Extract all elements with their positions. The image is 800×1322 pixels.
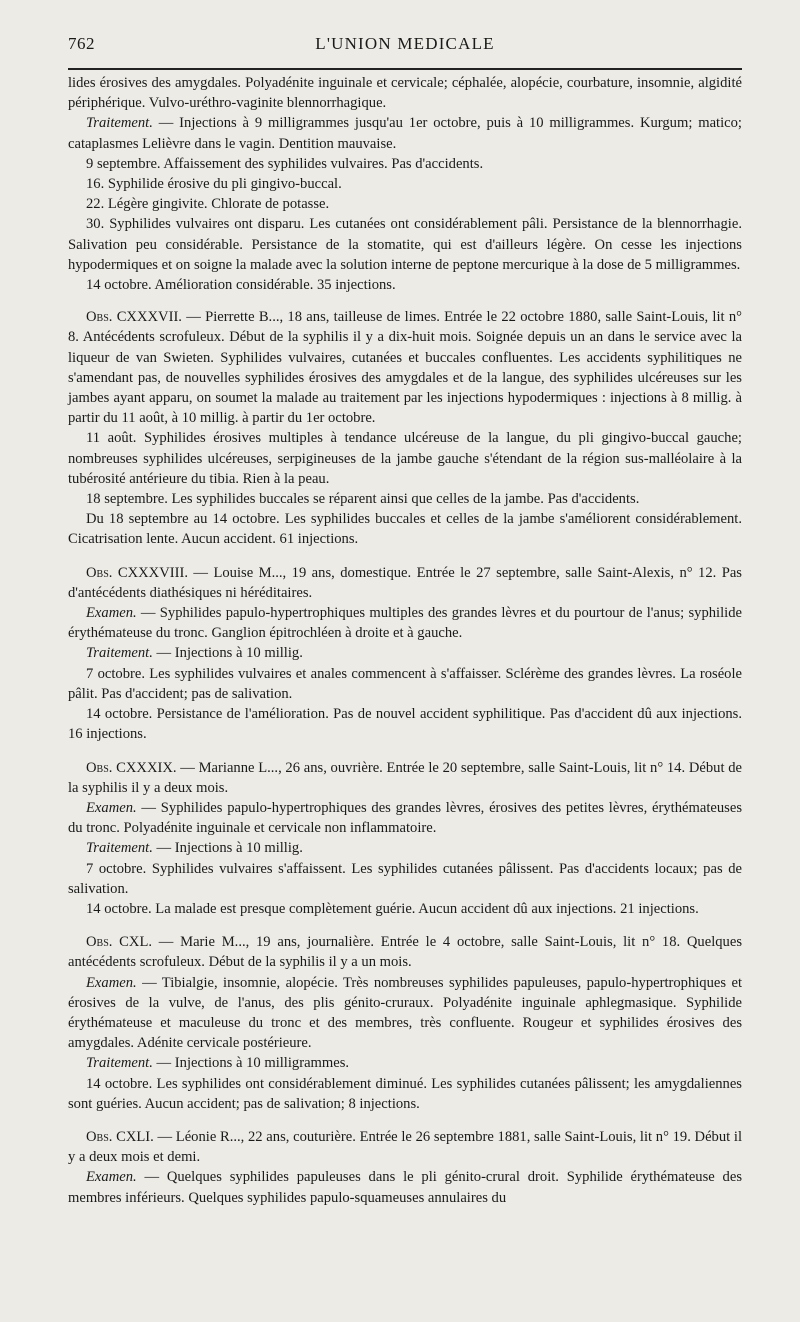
paragraph — [68, 428, 742, 489]
paragraph-text: 9 septembre. Affaissement des syphilides vulvaires. Pas d'accidents. — [86, 155, 484, 172]
observation-heading-paragraph — [68, 758, 742, 798]
paragraph-text: — Syphilides papulo-hypertrophiques des grandes lèvres, érosives des petites lèvres, érythémateuses du tronc. Polyadénite inguinale et cervicale non inflammatoire. — [68, 799, 742, 837]
page-header — [68, 32, 742, 62]
section-label: Examen. — [86, 1169, 137, 1186]
paragraph-text: 16. Syphilide érosive du pli gingivo-buccal. — [86, 176, 342, 193]
header-rule — [68, 68, 742, 70]
labeled-paragraph — [68, 603, 742, 643]
paragraph-text: 30. Syphilides vulvaires ont disparu. Les cutanées ont considérablement pâli. Persistance de la blennorrhagie. Salivation peu considérable. Persistance de la stomatite, qui est d'ailleurs légère. On cesse les injections hypodermiques et on soigne la malade avec la solution interne de peptone mercurique à la dose de 5 milligrammes. — [68, 216, 742, 273]
paragraph-text: 14 octobre. Amélioration considérable. 35 injections. — [86, 277, 396, 294]
paragraph-text: — Marianne L..., 26 ans, ouvrière. Entrée le 20 septembre, salle Saint-Louis, lit n° 14. Début de la syphilis il y a deux mois. — [68, 759, 743, 796]
body-text — [68, 73, 742, 1208]
paragraph-text: 14 octobre. Persistance de l'amélioration. Pas de nouvel accident syphilitique. Pas d'accident dû aux injections. 16 injections. — [68, 706, 742, 743]
observation-id: Obs. CXXXVIII. — [86, 564, 188, 581]
paragraph — [68, 275, 742, 295]
paragraph — [68, 489, 742, 509]
labeled-paragraph — [68, 838, 742, 858]
continuation-paragraph — [68, 73, 742, 113]
paragraph-text: — Injections à 10 millig. — [152, 840, 303, 857]
paragraph-text: — Injections à 10 milligrammes. — [152, 1055, 350, 1072]
paragraph — [68, 214, 742, 275]
labeled-paragraph — [68, 1053, 742, 1073]
paragraph — [68, 664, 742, 704]
paragraph — [68, 704, 742, 744]
running-title: L'UNION MEDICALE — [315, 34, 495, 53]
paragraph-text: — Marie M..., 19 ans, journalière. Entrée le 4 octobre, salle Saint-Louis, lit n° 18. Quelques antécédents scrofuleux. Début de la syphilis il y a un mois. — [68, 934, 743, 971]
section-label: Traitement. — [86, 840, 153, 857]
observation-id: Obs. CXL. — [86, 934, 153, 951]
paragraph-text: 14 octobre. Les syphilides ont considérablement diminué. Les syphilides cutanées pâlissent; les amygdaliennes sont guéries. Aucun accident; pas de salivation; 8 injections. — [68, 1075, 742, 1112]
observation-id: Obs. CXXXIX. — [86, 759, 177, 776]
observation-id: Obs. CXLI. — [86, 1128, 154, 1145]
observation-heading-paragraph — [68, 563, 742, 603]
section-label: Traitement. — [86, 115, 153, 132]
paragraph — [68, 154, 742, 174]
section-label: Traitement. — [86, 645, 153, 662]
paragraph — [68, 859, 742, 899]
paragraph-text: 7 octobre. Syphilides vulvaires s'affaissent. Les syphilides cutanées pâlissent. Pas d'accidents locaux; pas de salivation. — [68, 860, 742, 897]
observation-heading-paragraph — [68, 307, 742, 428]
paragraph-text: — Quelques syphilides papuleuses dans le pli génito-crural droit. Syphilide érythémateuse des membres inférieurs. Quelques syphilides papulo-squameuses annulaires du — [68, 1169, 742, 1206]
paragraph-text: — Pierrette B..., 18 ans, tailleuse de limes. Entrée le 22 octobre 1880, salle Saint-Louis, lit n° 8. Antécédents scrofuleux. Début de la syphilis il y a dix-huit mois. Soignée depuis un an dans le service avec la liqueur de van Swieten. Syphilides vulvaires, cutanées et buccales confluentes. Les accidents syphilitiques ne s'amendant pas, de nouvelles syphilides érosives des amygdales et de la langue, des syphilides ulcéreuses sur les jambes ayant apparu, on soumet la malade au traitement par les injections hypodermiques : injections à 8 millig. à partir du 11 août, à 10 millig. à partir du 1er octobre. — [68, 309, 742, 427]
labeled-paragraph — [68, 798, 742, 838]
labeled-paragraph — [68, 113, 742, 153]
paragraph-text: lides érosives des amygdales. Polyadénite inguinale et cervicale; céphalée, alopécie, courbature, insomnie, algidité périphérique. Vulvo-uréthro-vaginite blennorrhagique. — [68, 75, 742, 112]
paragraph-text: 14 octobre. La malade est presque complètement guérie. Aucun accident dû aux injections. 21 injections. — [86, 900, 699, 917]
paragraph-text: — Injections à 10 millig. — [152, 645, 303, 662]
section-label: Examen. — [86, 974, 137, 991]
paragraph-text: — Louise M..., 19 ans, domestique. Entrée le 27 septembre, salle Saint-Alexis, n° 12. Pas d'antécédents diathésiques ni héréditaires. — [68, 564, 742, 601]
paragraph-text: — Syphilides papulo-hypertrophiques multiples des grandes lèvres et du pourtour de l'anus; syphilide érythémateuse du tronc. Ganglion épitrochléen à droite et à gauche. — [68, 605, 742, 642]
observation-heading-paragraph — [68, 932, 742, 972]
paragraph-text: — Léonie R..., 22 ans, couturière. Entrée le 26 septembre 1881, salle Saint-Louis, lit n° 19. Début il y a deux mois et demi. — [68, 1128, 742, 1166]
paragraph-text: 22. Légère gingivite. Chlorate de potasse. — [86, 196, 330, 213]
paragraph-text: 18 septembre. Les syphilides buccales se réparent ainsi que celles de la jambe. Pas d'accidents. — [86, 491, 640, 508]
observation-id: Obs. CXXXVII. — [86, 309, 182, 326]
paragraph-text: 7 octobre. Les syphilides vulvaires et anales commencent à s'affaisser. Sclérème des grandes lèvres. La roséole pâlit. Pas d'accident; pas de salivation. — [68, 665, 742, 702]
paragraph-text: — Tibialgie, insomnie, alopécie. Très nombreuses syphilides papuleuses, papulo-hypertrophiques et érosives de la vulve, de l'anus, des plis génito-cruraux. Polyadénite inguinale aphlegmasique. Syphilide érythémateuse et maculeuse du tronc et des membres, très confluente. Rougeur et syphilides érosives des amygdales. Adénite cervicale postérieure. — [68, 974, 742, 1052]
paragraph-text: 11 août. Syphilides érosives multiples à tendance ulcéreuse de la langue, du pli gingivo-buccal gauche; nombreuses syphilides ulcéreuses, serpigineuses de la jambe gauche s'étendant de la région sus-malléolaire à la tubérosité antérieure du tibia. Rien à la peau. — [68, 430, 742, 487]
paragraph — [68, 1074, 742, 1114]
observation-heading-paragraph — [68, 1127, 742, 1167]
paragraph-text: Du 18 septembre au 14 octobre. Les syphilides buccales et celles de la jambe s'améliorent considérablement. Cicatrisation lente. Aucun accident. 61 injections. — [68, 511, 742, 548]
section-label: Examen. — [86, 799, 137, 816]
page-number: 762 — [68, 34, 95, 53]
labeled-paragraph — [68, 1167, 742, 1207]
paragraph — [68, 509, 742, 549]
paragraph-text: — Injections à 9 milligrammes jusqu'au 1er octobre, puis à 10 milligrammes. Kurgum; matico; cataplasmes Lelièvre dans le vagin. Dentition mauvaise. — [68, 115, 742, 152]
paragraph — [68, 194, 742, 214]
section-label: Traitement. — [86, 1055, 153, 1072]
paragraph — [68, 899, 742, 919]
labeled-paragraph — [68, 973, 742, 1054]
labeled-paragraph — [68, 643, 742, 663]
section-label: Examen. — [86, 605, 137, 622]
paragraph — [68, 174, 742, 194]
